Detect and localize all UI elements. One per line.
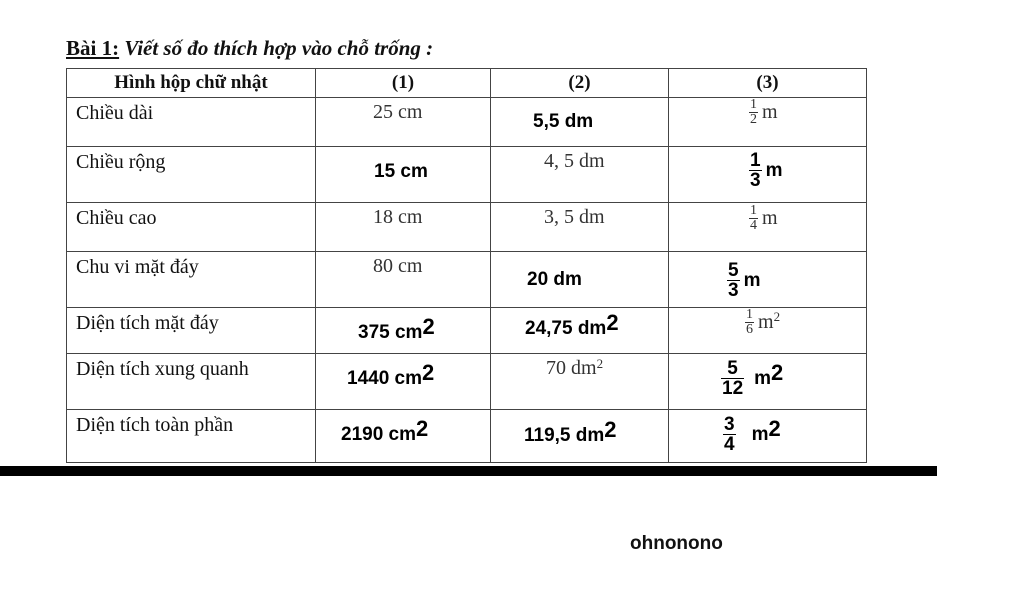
table-header-row xyxy=(67,69,867,98)
cell-col-2 xyxy=(491,252,669,308)
denominator: 4 xyxy=(724,434,735,455)
row-label: Chiều cao xyxy=(67,203,316,252)
fraction xyxy=(723,415,736,454)
exponent: 2 xyxy=(773,309,781,325)
unit: m xyxy=(758,311,774,333)
numerator: 1 xyxy=(750,97,757,112)
footnote-text: ohnonono xyxy=(630,533,723,554)
exponent: 2 xyxy=(422,360,435,385)
row-label: Chu vi mặt đáy xyxy=(67,252,316,308)
cell-value: 5,5 dm xyxy=(533,111,594,132)
measurement-table xyxy=(66,68,867,463)
fraction xyxy=(727,261,740,300)
unit: m xyxy=(762,207,778,229)
denominator: 4 xyxy=(750,218,757,233)
cell-col-1 xyxy=(316,410,491,463)
cell-value: 3, 5 dm xyxy=(544,206,605,228)
fraction xyxy=(749,204,758,233)
cell-col-1 xyxy=(316,252,491,308)
row-label: Diện tích mặt đáy xyxy=(67,308,316,354)
cell-col-3 xyxy=(669,203,867,252)
exponent: 2 xyxy=(768,415,781,441)
cell-col-3 xyxy=(669,410,867,463)
value-text: 1440 cm xyxy=(347,368,423,389)
fraction-cell xyxy=(721,359,783,398)
cell-col-3 xyxy=(669,98,867,147)
fraction xyxy=(749,151,762,190)
header-col-1: (1) xyxy=(316,69,491,98)
row-label: Diện tích xung quanh xyxy=(67,354,316,410)
cell-col-2 xyxy=(491,147,669,203)
table-row xyxy=(67,203,867,252)
cell-col-1 xyxy=(316,203,491,252)
value-text: 2190 cm xyxy=(341,424,417,445)
cell-value xyxy=(358,314,435,344)
cell-value xyxy=(524,417,617,447)
cell-col-3 xyxy=(669,147,867,203)
exponent: 2 xyxy=(771,359,784,385)
table-row xyxy=(67,147,867,203)
cell-value: 80 cm xyxy=(373,255,423,277)
denominator: 6 xyxy=(746,322,753,337)
numerator: 5 xyxy=(728,260,739,281)
fraction-cell xyxy=(749,98,778,127)
denominator: 12 xyxy=(722,378,744,399)
cell-value xyxy=(347,360,435,390)
unit: m xyxy=(754,367,772,389)
unit: m xyxy=(743,269,761,291)
fraction-cell xyxy=(723,415,781,454)
cell-value: 20 dm xyxy=(527,269,582,290)
fraction xyxy=(745,308,754,337)
exponent: 2 xyxy=(422,314,435,339)
header-col-3: (3) xyxy=(669,69,867,98)
denominator: 3 xyxy=(750,170,761,191)
value-text: 375 cm xyxy=(358,322,423,343)
denominator: 2 xyxy=(750,112,757,127)
exercise-instruction: Viết số đo thích hợp vào chỗ trống : xyxy=(124,36,434,60)
cell-col-2 xyxy=(491,308,669,354)
table-row xyxy=(67,252,867,308)
cell-value xyxy=(341,416,429,446)
cell-value: 18 cm xyxy=(373,206,423,228)
cell-col-1 xyxy=(316,354,491,410)
cell-value: 25 cm xyxy=(373,101,423,123)
cell-value: 15 cm xyxy=(374,161,428,182)
exponent: 2 xyxy=(606,310,619,335)
numerator: 3 xyxy=(724,414,735,435)
exercise-heading xyxy=(66,36,433,61)
exponent: 2 xyxy=(416,416,429,441)
unit: m xyxy=(762,101,778,123)
exponent: 2 xyxy=(596,356,604,371)
exponent: 2 xyxy=(604,417,617,442)
fraction-cell xyxy=(745,308,780,337)
value-text: 119,5 dm xyxy=(524,425,605,446)
numerator: 1 xyxy=(750,203,757,218)
numerator: 1 xyxy=(746,307,753,322)
cell-col-2 xyxy=(491,410,669,463)
fraction xyxy=(721,359,744,398)
cell-col-3 xyxy=(669,252,867,308)
table-row xyxy=(67,308,867,354)
table-row xyxy=(67,98,867,147)
divider-bar xyxy=(0,466,937,476)
row-label: Chiều rộng xyxy=(67,147,316,203)
cell-value: 4, 5 dm xyxy=(544,150,605,172)
unit: m xyxy=(751,423,769,445)
cell-col-1 xyxy=(316,98,491,147)
row-label: Diện tích toàn phần xyxy=(67,410,316,463)
cell-col-2 xyxy=(491,98,669,147)
exercise-label: Bài 1: xyxy=(66,36,120,60)
cell-col-3 xyxy=(669,308,867,354)
cell-col-2 xyxy=(491,203,669,252)
cell-col-3 xyxy=(669,354,867,410)
header-col-2: (2) xyxy=(491,69,669,98)
cell-col-2 xyxy=(491,354,669,410)
cell-value xyxy=(546,357,603,380)
fraction xyxy=(749,98,758,127)
cell-value xyxy=(525,310,619,340)
unit: m xyxy=(765,159,783,181)
denominator: 3 xyxy=(728,280,739,301)
cell-col-1 xyxy=(316,147,491,203)
value-text: 70 dm xyxy=(546,357,597,379)
value-text: 24,75 dm xyxy=(525,318,607,339)
row-label: Chiều dài xyxy=(67,98,316,147)
numerator: 5 xyxy=(727,358,738,379)
cell-col-1 xyxy=(316,308,491,354)
table-row xyxy=(67,354,867,410)
fraction-cell xyxy=(749,151,782,190)
table-row xyxy=(67,410,867,463)
header-shape: Hình hộp chữ nhật xyxy=(67,69,316,98)
numerator: 1 xyxy=(750,150,761,171)
fraction-cell xyxy=(727,261,760,300)
fraction-cell xyxy=(749,204,778,233)
